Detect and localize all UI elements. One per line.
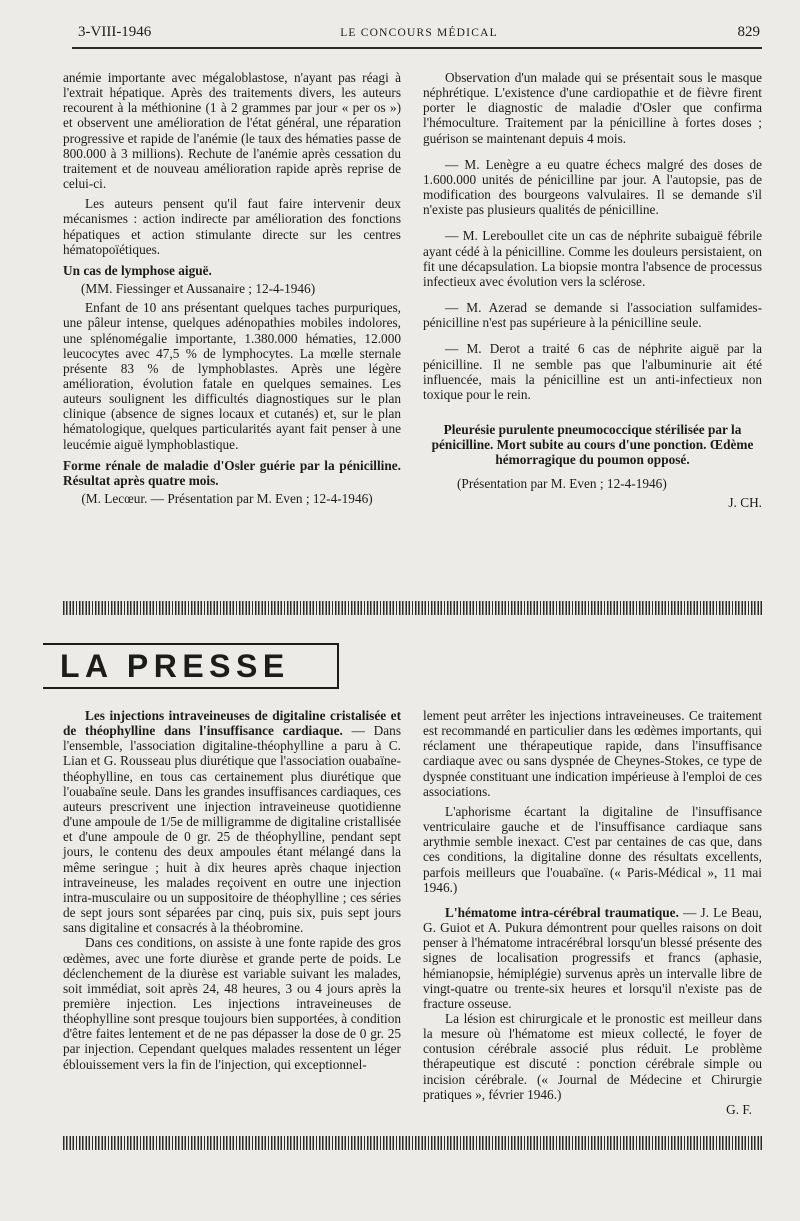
lower-left-column	[63, 708, 401, 1077]
paragraph: Observation d'un malade qui se présentait sous le masque néphrétique. L'existence d'une cardiopathie et de fièvre firent porter le diagnostic de maladie d'Osler que confirma l'hémoculture. Traitement par la pénicilline à fortes doses ; guérison se maintenant depuis 4 mois.	[423, 70, 762, 146]
case-attribution: (Présentation par M. Even ; 12-4-1946)	[457, 476, 667, 492]
article-title: L'hématome intra-cérébral traumatique.	[445, 904, 679, 920]
page-number: 829	[737, 24, 760, 40]
paragraph: — M. Azerad se demande si l'association sulfamides-pénicilline n'est pas supérieure à la pénicilline seule.	[423, 300, 762, 331]
article-text: — Dans l'ensemble, l'association digitaline-théophylline a paru à C. Lian et G. Rousseau plus diurétique que l'association ouabaïne-théophylline, en tous cas certainement plus diurétique que l'ouabaïne seule. Dans les grandes insuffisances cardiaques, ces auteurs prescrivent une injection intraveineuse quotidienne d'une ampoule de 1/5e de milligramme de digitaline cristallisée et d'une ampoule de 0 gr. 25 de théophylline, pendant sept jours, le contenu des deux ampoules étant mélangé dans la même seringue ; huit à dix heures après chaque injection intraveineuse, les malades reçoivent en outre une injection intra-musculaire ou un suppositoire de théophylline ; ces séries de sept jours sont séparées par cinq, puis six, puis sept jours sans digitaline et consacrés à la théobromine.	[63, 723, 402, 936]
paragraph: lement peut arrêter les injections intraveineuses. Ce traitement est recommandé en particulier dans les œdèmes importants, qui réclament une thérapeutique rapide, dans l'insuffisance cardiaque avec ou sans dyspnée de Cheynes-Stokes, ce type de dyspnée constituant une indication impérieuse à l'emploi de ces associations.	[423, 708, 762, 799]
lower-right-column	[423, 708, 762, 1122]
journal-title: LE CONCOURS MÉDICAL	[340, 27, 498, 39]
paragraph: — M. Derot a traité 6 cas de néphrite aiguë par la pénicilline. Il ne semble pas que l'albuminurie ait été influencée, mais la pénicilline est un anti-infectieux non toxique pour le rein.	[423, 341, 762, 402]
section-title: LA PRESSE	[60, 648, 290, 684]
upper-left-column	[63, 70, 401, 510]
case-attribution: (M. Lecœur. — Présentation par M. Even ; 12-4-1946)	[81, 491, 373, 507]
running-header	[78, 24, 760, 46]
issue-date: 3-VIII-1946	[78, 24, 152, 40]
paragraph: — M. Lenègre a eu quatre échecs malgré des doses de 1.600.000 unités de pénicilline par jour. A l'autopsie, pas de modification des bourgeons valvulaires. Il se demande s'il n'existe pas plusieurs qualités de pénicilline.	[423, 156, 762, 218]
paragraph: Les auteurs pensent qu'il faut faire intervenir deux mécanismes : action indirecte par amélioration des fonctions hépatiques et action stimulante directe sur les centres hématopoïétiques.	[63, 196, 401, 257]
article	[423, 905, 762, 1011]
author-initials: G. F.	[726, 1101, 752, 1117]
case-attribution: (MM. Fiessinger et Aussanaire ; 12-4-1946)	[81, 281, 316, 297]
paragraph: anémie importante avec mégaloblastose, n'ayant pas réagi à l'extrait hépatique. Après des traitements divers, les auteurs recourent à la méthionine (1 à 2 grammes par jour « per os ») et observent une amélioration de l'état général, une réparation progressive et rapide de l'anémie (le taux des hématies passe de 800.000 à 3 millions). Rechute de l'anémie après cessation du traitement et de nouveau amélioration rapide après reprise de celui-ci.	[63, 70, 401, 192]
paragraph: Enfant de 10 ans présentant quelques taches purpuriques, une pâleur intense, quelques adénopathies mobiles indolores, une splénomégalie importante, 1.380.000 hématies, 12.000 leucocytes avec 47,5 % de lymphocytes. La mœlle sternale présente 83 % de lymphoblastes. Après une légère amélioration, évolution fatale en quelques semaines. Les auteurs soulignent les difficultés diagnostiques sur le plan clinique (absence de signes locaux et cutanés) et, sur le plan hématologique, quelques particularités ayant fait penser à une leucémie aiguë lymphoblastique.	[63, 300, 401, 452]
paragraph: Dans ces conditions, on assiste à une fonte rapide des gros œdèmes, avec une forte diurèse et grande perte de poids. Le déclenchement de la diurèse est variable suivant les malades, soit immédiat, soit après 24, 48 heures, 3 ou 4 jours après la première injection. Les injections intraveineuses de théophylline sont presque toujours bien supportées, à condition d'être faites lentement et de ne pas dépasser la dose de 0 gr. 25 par injection. Cependant quelques malades ressentent un léger éblouissement vers la fin de l'injection, qui exceptionnel-	[63, 935, 401, 1072]
decorative-rule	[63, 1136, 762, 1150]
decorative-rule	[63, 601, 762, 615]
case-heading: Un cas de lymphose aiguë.	[63, 262, 212, 278]
paragraph: La lésion est chirurgicale et le pronostic est meilleur dans la mesure où l'hématome est mieux collecté, le foyer de contusion cérébrale associé plus réduit. Le problème thérapeutique est discuté : ponction cérébrale simple ou incision cérébrale. (« Journal de Médecine et Chirurgie pratiques », février 1946.)	[423, 1010, 762, 1102]
case-heading: Pleurésie purulente pneumococcique stérilisée par la pénicilline. Mort subite au cours d'une ponction. Œdème hémorragique du poumon opposé.	[431, 421, 754, 468]
header-rule	[72, 47, 762, 49]
upper-right-column	[423, 70, 762, 515]
author-initials: J. CH.	[728, 494, 762, 510]
article	[63, 708, 401, 935]
article-text: — J. Le Beau, G. Guiot et A. Pukura démontrent pour quelles raisons on doit penser à l'hématome intracérébral lorsqu'un blessé présente des signes de localisation progressifs et francs (aphasie, hémianopsie, hémiplégie) survenus après un intervalle libre de vingt-quatre ou trente-six heures et lorsqu'il n'existe pas de fracture osseuse.	[423, 904, 762, 1011]
paragraph: — M. Lereboullet cite un cas de néphrite subaiguë fébrile ayant cédé à la pénicilline. Comme les douleurs persistaient, on fit une décapsulation. La biopsie montra l'absence de processus infectieux avec évolution vers la sclérose.	[423, 228, 762, 289]
paragraph: L'aphorisme écartant la digitaline de l'insuffisance ventriculaire gauche et de l'insuffisance cardiaque sans arythmie semble inexact. C'est par centaines de cas que, dans ces conditions, la digitaline donne des résultats excellents, parfois meilleurs que l'ouabaïne. (« Paris-Médical », 11 mai 1946.)	[423, 803, 762, 895]
article-title: Les injections intraveineuses de digitaline cristalisée et de théophylline dans l'insuffisance cardiaque.	[63, 708, 401, 739]
case-heading: Forme rénale de maladie d'Osler guérie par la pénicilline. Résultat après quatre mois.	[63, 457, 401, 488]
